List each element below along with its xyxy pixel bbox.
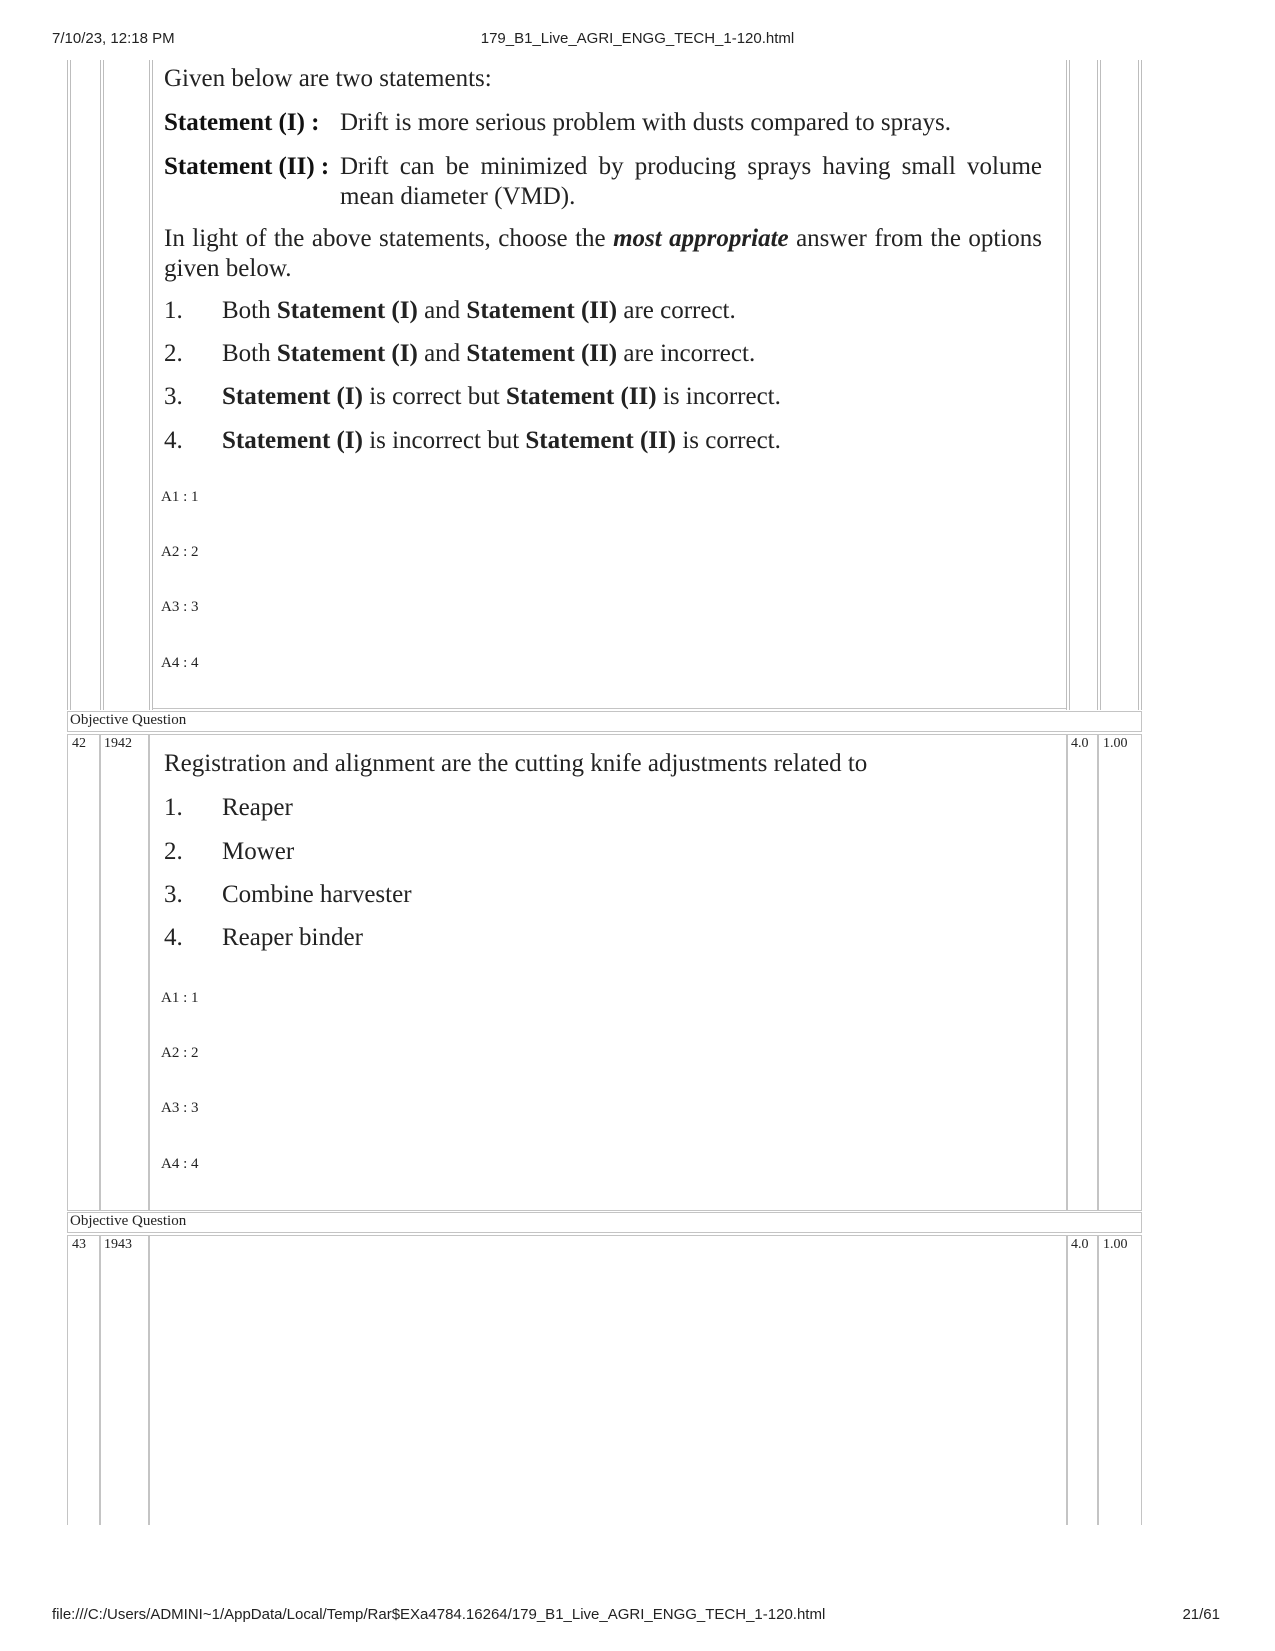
- opt-part-bold: Statement (I): [276, 297, 418, 324]
- option-3-text: Combine harvester: [222, 881, 412, 908]
- prompt-emphasis: most appropriate: [613, 225, 789, 252]
- option-4-number: 4.: [164, 427, 183, 454]
- marks: 4.0: [1071, 1237, 1089, 1252]
- negative-marks-cell: [1098, 1235, 1142, 1525]
- option-1-number: 1.: [164, 297, 183, 324]
- table-border: [149, 60, 150, 710]
- question-id: 1943: [104, 1237, 132, 1252]
- marks-cell: [1067, 734, 1098, 1211]
- answer-option-4: A4 : 4: [161, 655, 199, 671]
- opt-part: are correct.: [617, 297, 736, 324]
- serial-number: 42: [72, 736, 86, 751]
- option-4-text: Reaper binder: [222, 924, 363, 951]
- opt-part-bold: Statement (I): [276, 340, 418, 367]
- table-border: [100, 60, 101, 710]
- option-1-text: Reaper: [222, 794, 293, 821]
- table-border: [1069, 60, 1070, 710]
- print-header: [0, 30, 1275, 50]
- table-border: [70, 60, 71, 710]
- sno-cell: [67, 734, 100, 1211]
- objective-question-label: Objective Question: [70, 712, 187, 728]
- table-border: [1138, 60, 1139, 710]
- table-border: [67, 60, 68, 710]
- opt-part: Both: [222, 340, 277, 367]
- qid-cell: [100, 1235, 149, 1525]
- opt-part-bold: Statement (I): [222, 427, 363, 454]
- print-footer: [0, 1606, 1275, 1626]
- sno-cell: [67, 1235, 100, 1525]
- opt-part: is correct but: [362, 383, 506, 410]
- statement-2-label: Statement (II) :: [164, 153, 330, 180]
- option-3-number: 3.: [164, 383, 183, 410]
- print-url: file:///C:/Users/ADMINI~1/AppData/Local/Temp/Rar$EXa4784.16264/179_B1_Live_AGRI_ENGG_TECH_1-120.html: [52, 1606, 826, 1623]
- objective-question-label: Objective Question: [70, 1213, 187, 1229]
- qid-cell: [100, 734, 149, 1211]
- serial-number: 43: [72, 1237, 86, 1252]
- question-cell: [149, 1235, 1067, 1525]
- option-2-number: 2.: [164, 838, 183, 865]
- opt-part: are incorrect.: [617, 340, 756, 367]
- opt-part: is incorrect.: [656, 383, 781, 410]
- table-border: [1097, 60, 1098, 710]
- option-3-text: [222, 382, 781, 412]
- prompt-part-2: answer from the options given below.: [164, 225, 1042, 282]
- table-border: [103, 60, 104, 710]
- question-id: 1942: [104, 736, 132, 751]
- table-border: [1100, 60, 1101, 710]
- option-2-text: Mower: [222, 838, 295, 865]
- negative-marks-cell: [1098, 734, 1142, 1211]
- option-2-text: [222, 339, 755, 369]
- statement-1-label: Statement (I) :: [164, 109, 320, 136]
- answer-option-1: A1 : 1: [161, 489, 199, 505]
- marks-cell: [1067, 1235, 1098, 1525]
- opt-part: and: [417, 340, 467, 367]
- page-number: 21/61: [1182, 1606, 1220, 1623]
- objective-question-row: [67, 711, 1142, 732]
- statement-2-text: Drift can be minimized by producing sprays having small volume mean diameter (VMD).: [340, 153, 1042, 210]
- opt-part-bold: Statement (II): [525, 427, 677, 454]
- table-border: [152, 60, 153, 710]
- print-datetime: 7/10/23, 12:18 PM: [52, 30, 175, 47]
- opt-part: and: [417, 297, 467, 324]
- table-border: [1141, 60, 1142, 710]
- option-2-number: 2.: [164, 340, 183, 367]
- prompt-part-1: In light of the above statements, choose the: [164, 225, 614, 252]
- opt-part-bold: Statement (II): [466, 297, 618, 324]
- opt-part: is incorrect but: [362, 427, 526, 454]
- option-3-number: 3.: [164, 881, 183, 908]
- opt-part-bold: Statement (II): [505, 383, 657, 410]
- opt-part: is correct.: [676, 427, 781, 454]
- marks: 4.0: [1071, 736, 1089, 751]
- answer-option-1: A1 : 1: [161, 990, 199, 1006]
- statement-1-text: Drift is more serious problem with dusts compared to sprays.: [340, 109, 952, 136]
- negative-marks: 1.00: [1103, 736, 1128, 751]
- table-border: [1066, 60, 1067, 710]
- opt-part: Both: [222, 297, 277, 324]
- question-intro: Given below are two statements:: [164, 65, 492, 92]
- option-4-text: [222, 426, 781, 456]
- question-text: Registration and alignment are the cutting knife adjustments related to: [164, 750, 868, 777]
- answer-option-2: A2 : 2: [161, 1045, 199, 1061]
- option-1-number: 1.: [164, 794, 183, 821]
- answer-option-2: A2 : 2: [161, 544, 199, 560]
- option-4-number: 4.: [164, 924, 183, 951]
- option-1-text: [222, 296, 736, 326]
- table-border: [152, 708, 1066, 709]
- opt-part-bold: Statement (I): [222, 383, 363, 410]
- objective-question-row: [67, 1212, 1142, 1233]
- answer-option-3: A3 : 3: [161, 599, 199, 615]
- answer-option-4: A4 : 4: [161, 1156, 199, 1172]
- answer-option-3: A3 : 3: [161, 1100, 199, 1116]
- question-prompt: [164, 224, 1042, 284]
- negative-marks: 1.00: [1103, 1237, 1128, 1252]
- opt-part-bold: Statement (II): [466, 340, 618, 367]
- print-filename: 179_B1_Live_AGRI_ENGG_TECH_1-120.html: [480, 30, 795, 47]
